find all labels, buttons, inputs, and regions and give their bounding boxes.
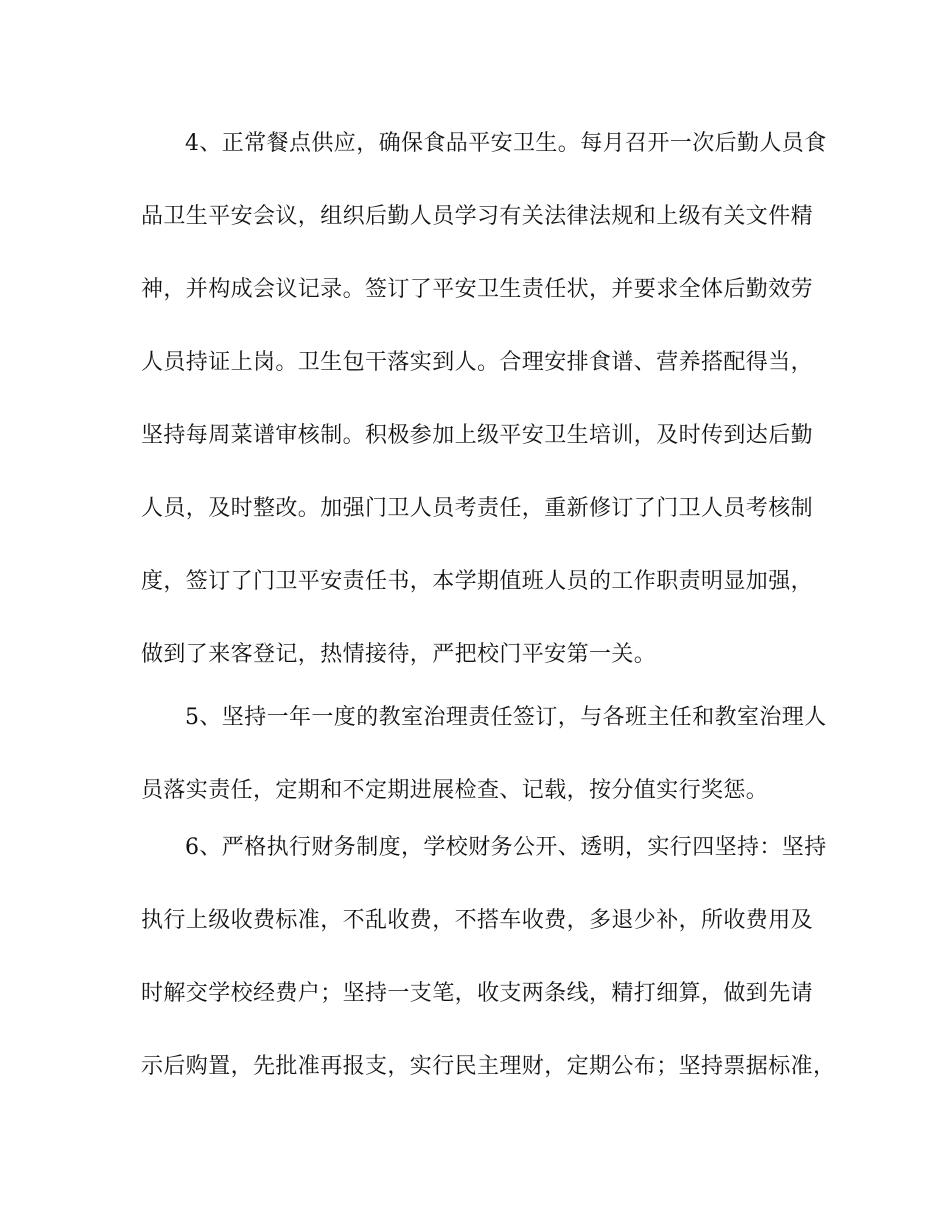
paragraph-4-line-3: 神，并构成会议记录。签订了平安卫生责任状，并要求全体后勤效劳 xyxy=(141,277,814,302)
paragraph-6-line-4: 示后购置，先批准再报支，实行民主理财，定期公布；坚持票据标准， xyxy=(141,1054,836,1079)
paragraph-4-line-8: 做到了来客登记，热情接待，严把校门平安第一关。 xyxy=(141,642,657,667)
paragraph-4-line-6: 人员，及时整改。加强门卫人员考责任，重新修订了门卫人员考核制 xyxy=(141,496,814,521)
paragraph-4-line-7: 度，签订了门卫平安责任书，本学期值班人员的工作职责明显加强， xyxy=(141,569,814,594)
paragraph-6-line-3: 时解交学校经费户；坚持一支笔，收支两条线，精打细算，做到先请 xyxy=(141,981,814,1006)
paragraph-6-line-2: 执行上级收费标准，不乱收费，不搭车收费，多退少补，所收费用及 xyxy=(141,908,814,933)
paragraph-4-line-4: 人员持证上岗。卫生包干落实到人。合理安排食谱、营养搭配得当， xyxy=(141,350,814,375)
paragraph-4-line-1: 4、正常餐点供应，确保食品平安卫生。每月召开一次后勤人员食 xyxy=(185,131,827,156)
paragraph-5-line-1: 5、坚持一年一度的教室治理责任签订，与各班主任和教室治理人 xyxy=(185,705,827,730)
paragraph-4-line-2: 品卫生平安会议，组织后勤人员学习有关法律法规和上级有关文件精 xyxy=(141,204,814,229)
paragraph-5-line-2: 员落实责任，定期和不定期进展检查、记载，按分值实行奖惩。 xyxy=(141,778,769,803)
paragraph-4-line-5: 坚持每周菜谱审核制。积极参加上级平安卫生培训，及时传到达后勤 xyxy=(141,423,814,448)
paragraph-6-line-1: 6、严格执行财务制度，学校财务公开、透明，实行四坚持：坚持 xyxy=(185,835,827,860)
